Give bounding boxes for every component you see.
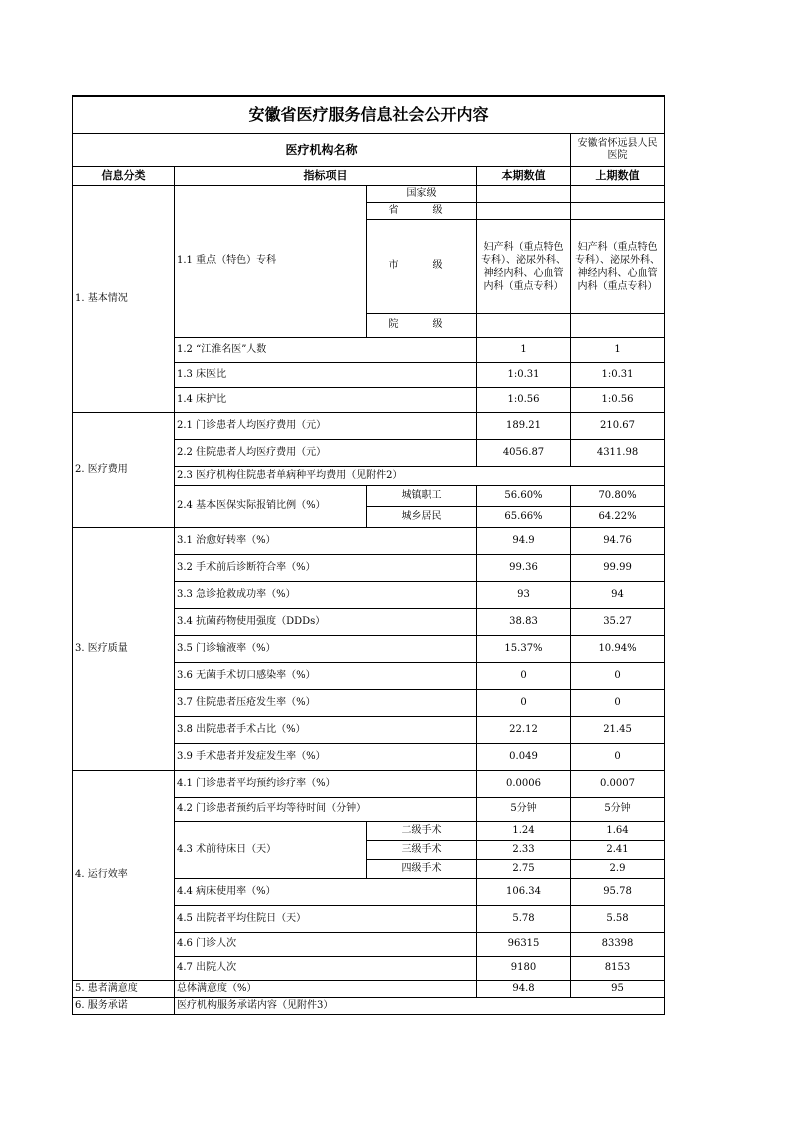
specialty-level-city: 市 级 <box>367 220 477 314</box>
surgery-grade-2: 二级手术 <box>367 822 477 841</box>
indicator-label: 3.3 急诊抢救成功率（%） <box>175 582 477 609</box>
indicator-label: 4.7 出院人次 <box>175 957 477 981</box>
value-current: 22.12 <box>477 717 571 744</box>
specialty-hospital-current <box>477 314 571 338</box>
indicator-label: 总体满意度（%） <box>175 981 477 998</box>
value-previous: 5.58 <box>571 906 665 933</box>
value-previous: 94 <box>571 582 665 609</box>
specialty-province-current <box>477 203 571 220</box>
value-current: 38.83 <box>477 609 571 636</box>
value-previous: 35.27 <box>571 609 665 636</box>
specialty-national-current <box>477 186 571 203</box>
specialty-hospital-previous <box>571 314 665 338</box>
specialty-province-previous <box>571 203 665 220</box>
header-previous: 上期数值 <box>571 167 665 186</box>
value-current: 0.0006 <box>477 771 571 798</box>
specialty-label: 1.1 重点（特色）专科 <box>175 186 367 338</box>
insurance-type-resident: 城乡居民 <box>367 507 477 528</box>
preop-wait-label: 4.3 术前待床日（天） <box>175 822 367 879</box>
value-current: 9180 <box>477 957 571 981</box>
header-category: 信息分类 <box>73 167 175 186</box>
value-current: 106.34 <box>477 879 571 906</box>
value-current: 4056.87 <box>477 440 571 467</box>
value-previous: 95.78 <box>571 879 665 906</box>
value-previous: 1.64 <box>571 822 665 841</box>
disclosure-table <box>72 95 665 1015</box>
value-previous: 2.41 <box>571 841 665 860</box>
value-previous: 1 <box>571 338 665 363</box>
category-quality: 3. 医疗质量 <box>73 528 175 771</box>
value-previous: 210.67 <box>571 413 665 440</box>
value-current: 2.33 <box>477 841 571 860</box>
indicator-label: 4.4 病床使用率（%） <box>175 879 477 906</box>
value-previous: 0.0007 <box>571 771 665 798</box>
value-previous: 21.45 <box>571 717 665 744</box>
specialty-city-current: 妇产科（重点特色专科）、泌尿外科、神经内科、心血管内科（重点专科） <box>477 220 571 314</box>
value-previous: 95 <box>571 981 665 998</box>
insurance-type-urban-employee: 城镇职工 <box>367 486 477 507</box>
indicator-label: 3.9 手术患者并发症发生率（%） <box>175 744 477 771</box>
single-disease-cost-link: 2.3 医疗机构住院患者单病种平均费用（见附件2） <box>175 467 665 486</box>
specialty-national-previous <box>571 186 665 203</box>
value-current: 15.37% <box>477 636 571 663</box>
specialty-level-hospital: 院 级 <box>367 314 477 338</box>
surgery-grade-3: 三级手术 <box>367 841 477 860</box>
value-previous: 2.9 <box>571 860 665 879</box>
value-current: 0 <box>477 690 571 717</box>
indicator-label: 2.2 住院患者人均医疗费用（元） <box>175 440 477 467</box>
indicator-label: 4.1 门诊患者平均预约诊疗率（%） <box>175 771 477 798</box>
value-current: 0.049 <box>477 744 571 771</box>
value-current: 5.78 <box>477 906 571 933</box>
value-current: 99.36 <box>477 555 571 582</box>
value-previous: 83398 <box>571 933 665 957</box>
indicator-label: 3.2 手术前后诊断符合率（%） <box>175 555 477 582</box>
category-commitment: 6. 服务承诺 <box>73 998 175 1015</box>
category-basic: 1. 基本情况 <box>73 186 175 413</box>
value-current: 96315 <box>477 933 571 957</box>
indicator-label: 3.5 门诊输液率（%） <box>175 636 477 663</box>
value-previous: 0 <box>571 744 665 771</box>
value-current: 1.24 <box>477 822 571 841</box>
value-previous: 0 <box>571 663 665 690</box>
category-efficiency: 4. 运行效率 <box>73 771 175 981</box>
value-current: 65.66% <box>477 507 571 528</box>
category-satisfaction: 5. 患者满意度 <box>73 981 175 998</box>
indicator-label: 3.7 住院患者压疮发生率（%） <box>175 690 477 717</box>
value-current: 189.21 <box>477 413 571 440</box>
specialty-level-province: 省 级 <box>367 203 477 220</box>
page-title: 安徽省医疗服务信息社会公开内容 <box>73 96 665 134</box>
value-previous: 0 <box>571 690 665 717</box>
value-previous: 10.94% <box>571 636 665 663</box>
value-previous: 5分钟 <box>571 798 665 822</box>
indicator-label: 4.6 门诊人次 <box>175 933 477 957</box>
indicator-label: 1.3 床医比 <box>175 363 477 388</box>
indicator-label: 3.6 无菌手术切口感染率（%） <box>175 663 477 690</box>
specialty-city-previous: 妇产科（重点特色专科）、泌尿外科、神经内科、心血管内科（重点专科） <box>571 220 665 314</box>
value-current: 1:0.56 <box>477 388 571 413</box>
institution-name-value: 安徽省怀远县人民医院 <box>571 134 665 167</box>
value-previous: 99.99 <box>571 555 665 582</box>
insurance-label: 2.4 基本医保实际报销比例（%） <box>175 486 367 528</box>
institution-name-label: 医疗机构名称 <box>73 134 571 167</box>
value-current: 2.75 <box>477 860 571 879</box>
value-current: 0 <box>477 663 571 690</box>
value-previous: 94.76 <box>571 528 665 555</box>
value-previous: 4311.98 <box>571 440 665 467</box>
value-previous: 64.22% <box>571 507 665 528</box>
header-indicator: 指标项目 <box>175 167 477 186</box>
specialty-level-national: 国家级 <box>367 186 477 203</box>
value-current: 1:0.31 <box>477 363 571 388</box>
info-disclosure-sheet <box>72 95 664 1015</box>
value-current: 5分钟 <box>477 798 571 822</box>
value-current: 93 <box>477 582 571 609</box>
indicator-label: 2.1 门诊患者人均医疗费用（元） <box>175 413 477 440</box>
value-current: 94.9 <box>477 528 571 555</box>
value-current: 94.8 <box>477 981 571 998</box>
indicator-label: 3.4 抗菌药物使用强度（DDDs） <box>175 609 477 636</box>
surgery-grade-4: 四级手术 <box>367 860 477 879</box>
header-current: 本期数值 <box>477 167 571 186</box>
category-cost: 2. 医疗费用 <box>73 413 175 528</box>
value-previous: 1:0.31 <box>571 363 665 388</box>
indicator-label: 1.2 “江淮名医”人数 <box>175 338 477 363</box>
indicator-label: 1.4 床护比 <box>175 388 477 413</box>
commitment-link: 医疗机构服务承诺内容（见附件3） <box>175 998 665 1015</box>
value-current: 1 <box>477 338 571 363</box>
indicator-label: 4.2 门诊患者预约后平均等待时间（分钟） <box>175 798 477 822</box>
value-previous: 1:0.56 <box>571 388 665 413</box>
indicator-label: 3.1 治愈好转率（%） <box>175 528 477 555</box>
value-previous: 8153 <box>571 957 665 981</box>
value-current: 56.60% <box>477 486 571 507</box>
indicator-label: 3.8 出院患者手术占比（%） <box>175 717 477 744</box>
indicator-label: 4.5 出院者平均住院日（天） <box>175 906 477 933</box>
value-previous: 70.80% <box>571 486 665 507</box>
